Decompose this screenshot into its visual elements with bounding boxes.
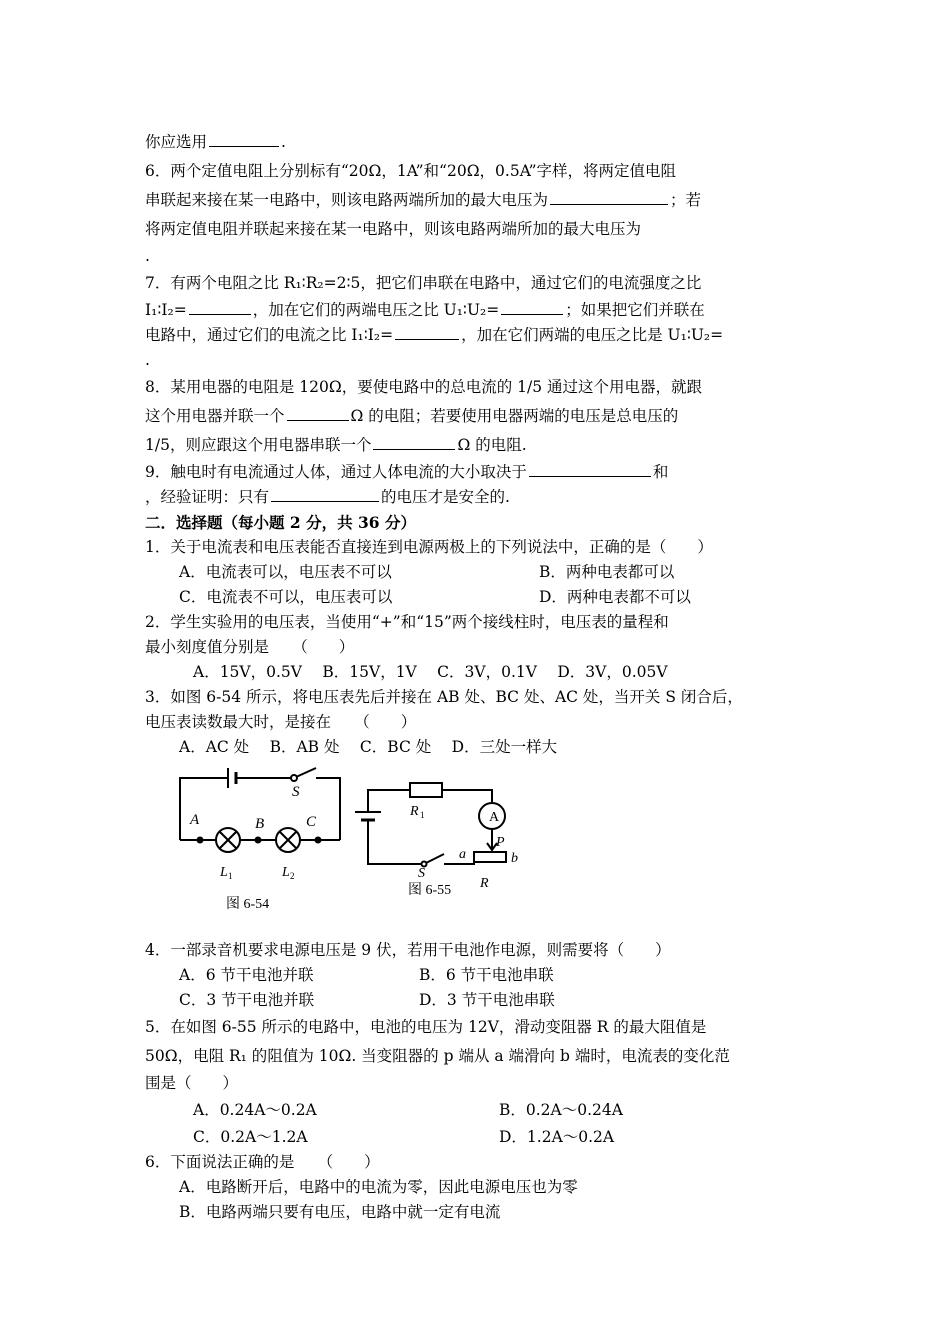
answer-blank[interactable] xyxy=(287,404,349,421)
question: 1．关于电流表和电压表能否直接连到电源两极上的下列说法中，正确的是（ ） xyxy=(145,538,713,556)
question: 2．学生实验用的电压表，当使用“+”和“15”两个接线柱时，电压表的量程和 xyxy=(145,613,669,631)
label-l2: L xyxy=(282,865,290,880)
figure-6-55 xyxy=(355,783,506,867)
label-b: B xyxy=(255,816,265,832)
line: . xyxy=(145,247,150,265)
label-l1-sub: 1 xyxy=(228,871,233,881)
option[interactable]: D．1.2A～0.2A xyxy=(499,1128,615,1146)
question: 5．在如图 6-55 所示的电路中，电池的电压为 12V，滑动变阻器 R 的最大阻值是 xyxy=(145,1018,707,1036)
answer-blank[interactable] xyxy=(529,460,651,477)
switch-blade-2 xyxy=(426,854,444,863)
option[interactable]: B．0.2A～0.24A xyxy=(499,1101,623,1119)
question: 电压表读数最大时，是接在 （ ） xyxy=(145,713,417,731)
option[interactable]: A．电路断开后，电路中的电流为零，因此电源电压也为零 xyxy=(179,1178,578,1196)
label-s: S xyxy=(292,784,300,800)
label-r1: R xyxy=(410,804,419,819)
options-row xyxy=(145,585,810,610)
option[interactable]: C．0.2A～1.2A xyxy=(193,1128,308,1146)
option[interactable]: C．3 节干电池并联 xyxy=(179,991,315,1009)
label-s2: S xyxy=(418,866,425,881)
options-row xyxy=(145,1096,810,1125)
line: 1/5，则应跟这个用电器串联一个 Ω 的电阻. xyxy=(145,431,810,460)
label-c: C xyxy=(306,814,317,830)
question: 6．下面说法正确的是 （ ） xyxy=(145,1153,380,1171)
answer-blank[interactable] xyxy=(550,188,668,205)
question: 50Ω，电阻 R₁ 的阻值为 10Ω. 当变阻器的 p 端从 a 端滑向 b 端时，电流表的变化范 xyxy=(145,1047,730,1065)
option[interactable]: B．电路两端只要有电压，电路中就一定有电流 xyxy=(179,1203,501,1221)
line: 这个用电器并联一个 Ω 的电阻；若要使用电器两端的电压是总电压的 xyxy=(145,402,810,431)
option[interactable]: B．6 节干电池串联 xyxy=(419,966,554,984)
label-l2-sub: 2 xyxy=(290,871,295,881)
label-l1: L xyxy=(220,865,228,880)
options-row xyxy=(145,963,810,988)
options-row xyxy=(145,988,810,1013)
fig55-caption: 图 6-55 xyxy=(408,883,452,898)
line: ，经验证明：只有 的电压才是安全的. xyxy=(145,485,810,510)
node-a xyxy=(197,837,204,844)
switch-blade xyxy=(296,768,316,777)
options-row: A．AC 处 B．AB 处 C．BC 处 D．三处一样大 xyxy=(179,738,558,756)
answer-blank[interactable] xyxy=(189,298,251,315)
line: 7．有两个电阻之比 R₁∶R₂=2∶5，把它们串联在电路中，通过它们的电流强度之比 xyxy=(145,274,702,292)
line: 你应选用 . xyxy=(145,128,810,157)
option[interactable]: D．两种电表都不可以 xyxy=(539,588,691,606)
label-a-end: a xyxy=(459,847,466,862)
label-r: R xyxy=(480,876,489,891)
label-r1-sub: 1 xyxy=(420,810,425,820)
label-a: A xyxy=(190,812,200,828)
answer-blank[interactable] xyxy=(271,485,379,502)
question: 4．一部录音机要求电源电压是 9 伏，若用干电池作电源，则需要将（ ） xyxy=(145,941,671,959)
label-b-end: b xyxy=(511,851,518,866)
option[interactable]: A．电流表可以，电压表不可以 xyxy=(179,563,392,581)
options-row xyxy=(145,1125,810,1150)
resistor-r1 xyxy=(410,783,442,797)
section-heading: 二．选择题（每小题 2 分，共 36 分） xyxy=(145,513,416,532)
option[interactable]: C．电流表不可以，电压表可以 xyxy=(179,588,393,606)
line: 9．触电时有电流通过人体，通过人体电流的大小取决于 和 xyxy=(145,460,810,485)
line: 将两定值电阻并联起来接在某一电路中，则该电路两端所加的最大电压为 xyxy=(145,220,642,238)
question: 围是（ ） xyxy=(145,1074,239,1092)
option[interactable]: A．0.24A～0.2A xyxy=(193,1101,317,1119)
node-c xyxy=(315,837,322,844)
node-b xyxy=(255,837,262,844)
document-page xyxy=(145,128,810,1225)
options-row xyxy=(145,560,810,585)
option[interactable]: B．两种电表都可以 xyxy=(539,563,675,581)
ammeter-label: A xyxy=(488,810,500,825)
answer-blank[interactable] xyxy=(395,323,459,340)
circuit-diagrams-svg xyxy=(170,760,570,920)
answer-blank[interactable] xyxy=(373,433,455,450)
label-p: P xyxy=(496,835,505,850)
question: 最小刻度值分别是 （ ） xyxy=(145,638,355,656)
line: 串联起来接在某一电路中，则该电路两端所加的最大电压为 ；若 xyxy=(145,186,810,215)
line: I₁∶I₂= ，加在它们的两端电压之比 U₁∶U₂= ；如果把它们并联在 xyxy=(145,298,810,323)
line: 6．两个定值电阻上分别标有“20Ω，1A”和“20Ω，0.5A”字样，将两定值电阻 xyxy=(145,162,677,180)
fig54-caption: 图 6-54 xyxy=(226,897,270,912)
question: 3．如图 6-54 所示，将电压表先后并接在 AB 处、BC 处、AC 处，当开关 S 闭合后， xyxy=(145,688,743,706)
option[interactable]: D．3 节干电池串联 xyxy=(419,991,555,1009)
rheostat-r xyxy=(474,852,506,862)
options-row: A．15V，0.5V B．15V，1V C．3V，0.1V D．3V，0.05V xyxy=(193,663,668,681)
line: 电路中，通过它们的电流之比 I₁∶I₂= ，加在它们两端的电压之比是 U₁∶U₂= xyxy=(145,323,810,348)
answer-blank[interactable] xyxy=(209,130,279,147)
answer-blank[interactable] xyxy=(501,298,563,315)
option[interactable]: A．6 节干电池并联 xyxy=(179,966,314,984)
line: . xyxy=(145,351,150,369)
circuit-figures xyxy=(170,760,570,920)
line: 8．某用电器的电阻是 120Ω，要使电路中的总电流的 1/5 通过这个用电器，就跟 xyxy=(145,378,703,396)
